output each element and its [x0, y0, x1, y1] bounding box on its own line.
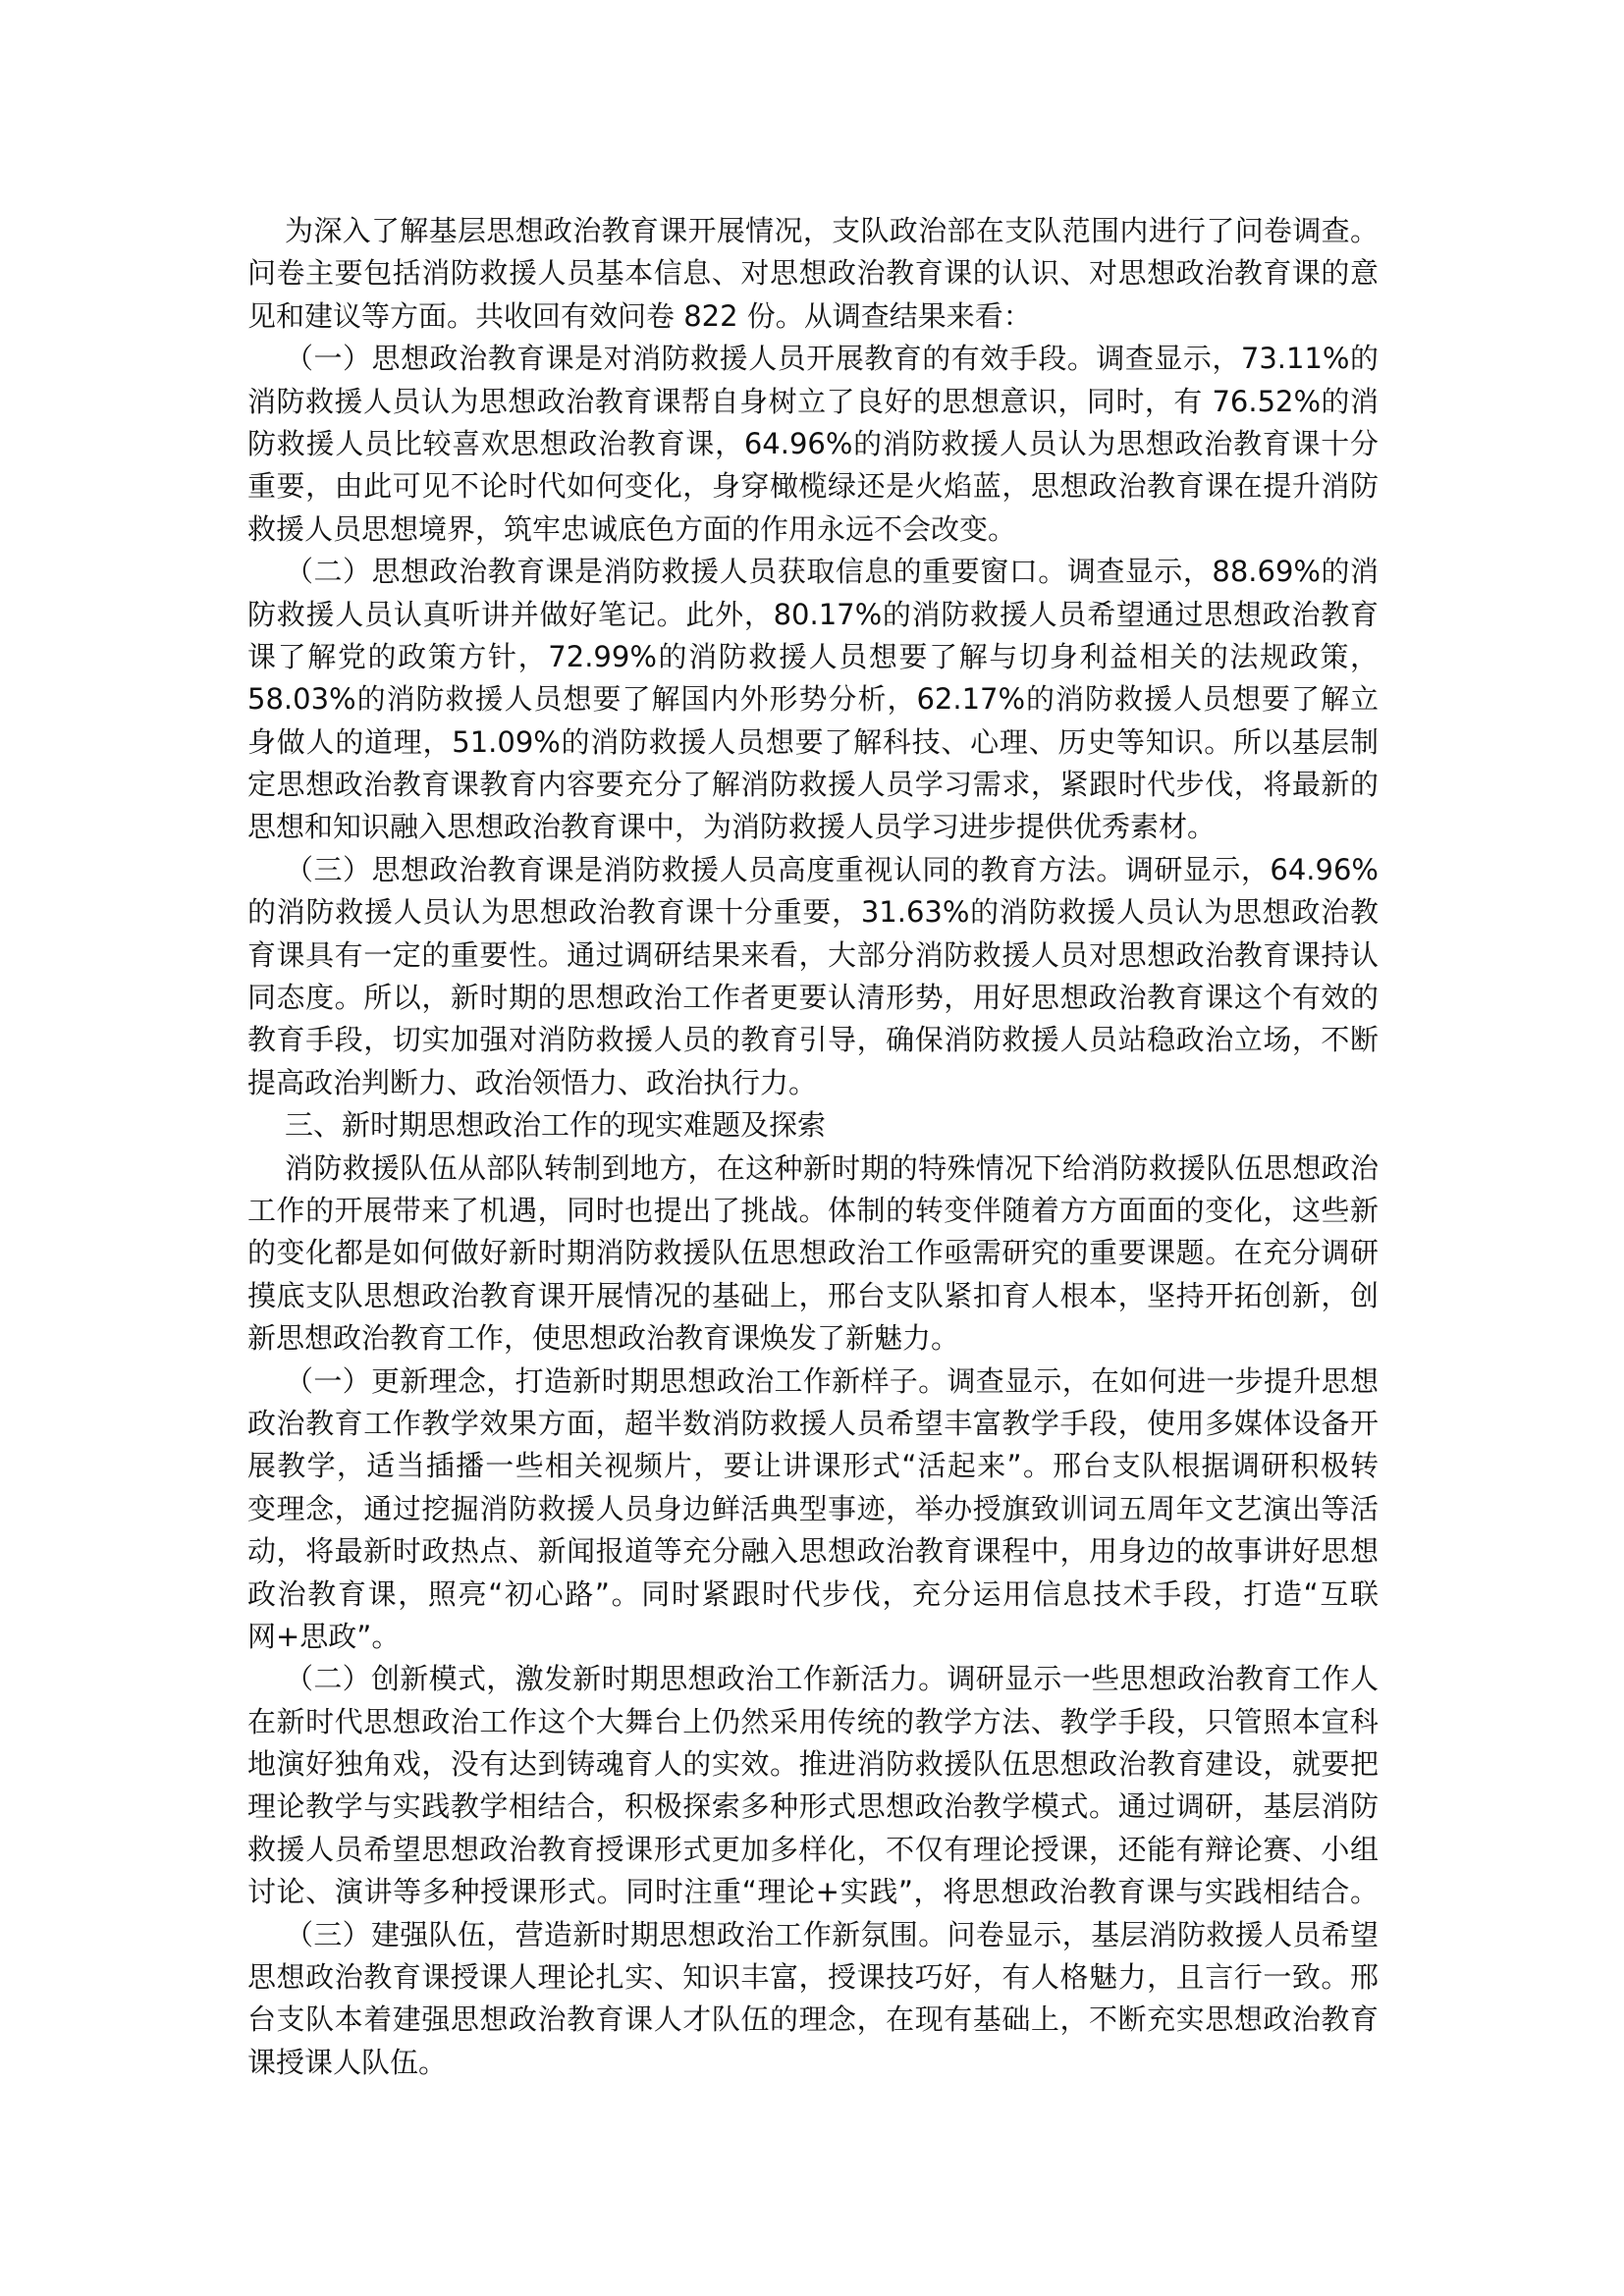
text-line: 的消防救援人员认为思想政治教育课十分重要，31.63%的消防救援人员认为思想政治教 [247, 895, 1379, 930]
text-line: 变理念，通过挖掘消防救援人员身边鲜活典型事迹，举办授旗致训词五周年文艺演出等活 [247, 1491, 1379, 1525]
text-line: 身做人的道理，51.09%的消防救援人员想要了解科技、心理、历史等知识。所以基层制 [247, 724, 1379, 759]
text-line: 救援人员思想境界，筑牢忠诚底色方面的作用永远不会改变。 [247, 511, 1017, 546]
text-line: 同态度。所以，新时期的思想政治工作者更要认清形势，用好思想政治教育课这个有效的 [247, 981, 1379, 1015]
text-line: 新思想政治教育工作，使思想政治教育课焕发了新魅力。 [247, 1321, 960, 1356]
text-line: 思想和知识融入思想政治教育课中，为消防救援人员学习进步提供优秀素材。 [247, 810, 1217, 844]
text-line: （一）思想政治教育课是对消防救援人员开展教育的有效手段。调查显示，73.11%的 [285, 342, 1380, 376]
text-line: （三）建强队伍，营造新时期思想政治工作新氛围。问卷显示，基层消防救援人员希望 [285, 1917, 1379, 1951]
text-line: 防救援人员比较喜欢思想政治教育课，64.96%的消防救援人员认为思想政治教育课十分 [247, 426, 1379, 460]
text-line: 问卷主要包括消防救援人员基本信息、对思想政治教育课的认识、对思想政治教育课的意 [247, 256, 1379, 291]
text-line: 为深入了解基层思想政治教育课开展情况，支队政治部在支队范围内进行了问卷调查。 [285, 214, 1379, 247]
text-line: 消防救援人员认为思想政治教育课帮自身树立了良好的思想意识，同时，有 76.52%的消 [247, 384, 1379, 418]
text-line: 教育手段，切实加强对消防救援人员的教育引导，确保消防救援人员站稳政治立场，不断 [247, 1023, 1379, 1057]
text-line: 提高政治判断力、政治领悟力、政治执行力。 [247, 1065, 818, 1099]
text-line: 58.03%的消防救援人员想要了解国内外形势分析，62.17%的消防救援人员想要了解立 [247, 682, 1379, 717]
text-line: 课了解党的政策方针，72.99%的消防救援人员想要了解与切身利益相关的法规政策， [247, 639, 1379, 673]
text-line: 政治教育课，照亮“初心路”。同时紧跟时代步伐，充分运用信息技术手段，打造“互联 [247, 1576, 1379, 1611]
paragraph-finding-2 [247, 551, 1379, 849]
text-line: 救援人员希望思想政治教育授课形式更加多样化，不仅有理论授课，还能有辩论赛、小组 [247, 1832, 1379, 1866]
text-line: 网+思政”。 [247, 1619, 401, 1653]
text-line: 摸底支队思想政治教育课开展情况的基础上，邢台支队紧扣育人根本，坚持开拓创新，创 [247, 1278, 1379, 1312]
text-line: （二）思想政治教育课是消防救援人员获取信息的重要窗口。调查显示，88.69%的消 [285, 555, 1379, 589]
text-line: 课授课人队伍。 [247, 2045, 448, 2079]
paragraph-finding-3 [247, 849, 1379, 1104]
text-line: （二）创新模式，激发新时期思想政治工作新活力。调研显示一些思想政治教育工作人 [285, 1662, 1379, 1696]
text-line: 讨论、演讲等多种授课形式。同时注重“理论+实践”，将思想政治教育课与实践相结合。 [247, 1875, 1379, 1909]
paragraph-measure-2 [247, 1658, 1379, 1913]
text-line: 地演好独角戏，没有达到铸魂育人的实效。推进消防救援队伍思想政治教育建设，就要把 [247, 1747, 1379, 1782]
text-line: 工作的开展带来了机遇，同时也提出了挑战。体制的转变伴随着方方面面的变化，这些新 [247, 1193, 1379, 1227]
text-line: 理论教学与实践教学相结合，积极探索多种形式思想政治教学模式。通过调研，基层消防 [247, 1789, 1379, 1824]
text-line: 定思想政治教育课教育内容要充分了解消防救援人员学习需求，紧跟时代步伐，将最新的 [247, 768, 1379, 802]
text-line: 展教学，适当插播一些相关视频片，要让讲课形式“活起来”。邢台支队根据调研积极转 [247, 1449, 1379, 1483]
text-line: 见和建议等方面。共收回有效问卷 822 份。从调查结果来看： [247, 298, 1032, 333]
text-line: 消防救援队伍从部队转制到地方，在这种新时期的特殊情况下给消防救援队伍思想政治 [285, 1150, 1379, 1185]
text-line: （一）更新理念，打造新时期思想政治工作新样子。调查显示，在如何进一步提升思想 [285, 1363, 1379, 1398]
section-3-heading: 三、新时期思想政治工作的现实难题及探索 [285, 1108, 827, 1143]
paragraph-measure-3 [247, 1914, 1379, 2085]
text-line: 台支队本着建强思想政治教育课人才队伍的理念，在现有基础上，不断充实思想政治教育 [247, 2002, 1379, 2037]
text-line: 动，将最新时政热点、新闻报道等充分融入思想政治教育课程中，用身边的故事讲好思想 [247, 1534, 1379, 1569]
paragraph-measure-1 [247, 1361, 1379, 1659]
text-line: 政治教育工作教学效果方面，超半数消防救援人员希望丰富教学手段，使用多媒体设备开 [247, 1406, 1379, 1440]
text-line: 育课具有一定的重要性。通过调研结果来看，大部分消防救援人员对思想政治教育课持认 [247, 937, 1379, 972]
paragraph-finding-1 [247, 338, 1379, 551]
text-line: 防救援人员认真听讲并做好笔记。此外，80.17%的消防救援人员希望通过思想政治教育 [247, 597, 1379, 631]
section-heading [247, 1104, 1379, 1147]
paragraph-section-3-intro [247, 1148, 1379, 1361]
text-line: 思想政治教育课授课人理论扎实、知识丰富，授课技巧好，有人格魅力，且言行一致。邢 [247, 1960, 1379, 1995]
document-page [247, 210, 1379, 2084]
text-line: 在新时代思想政治工作这个大舞台上仍然采用传统的教学方法、教学手段，只管照本宣科 [247, 1704, 1379, 1738]
paragraph-intro [247, 210, 1379, 338]
text-line: 的变化都是如何做好新时期消防救援队伍思想政治工作亟需研究的重要课题。在充分调研 [247, 1236, 1379, 1270]
text-line: 重要，由此可见不论时代如何变化，身穿橄榄绿还是火焰蓝，思想政治教育课在提升消防 [247, 469, 1379, 504]
text-line: （三）思想政治教育课是消防救援人员高度重视认同的教育方法。调研显示，64.96% [285, 852, 1379, 886]
